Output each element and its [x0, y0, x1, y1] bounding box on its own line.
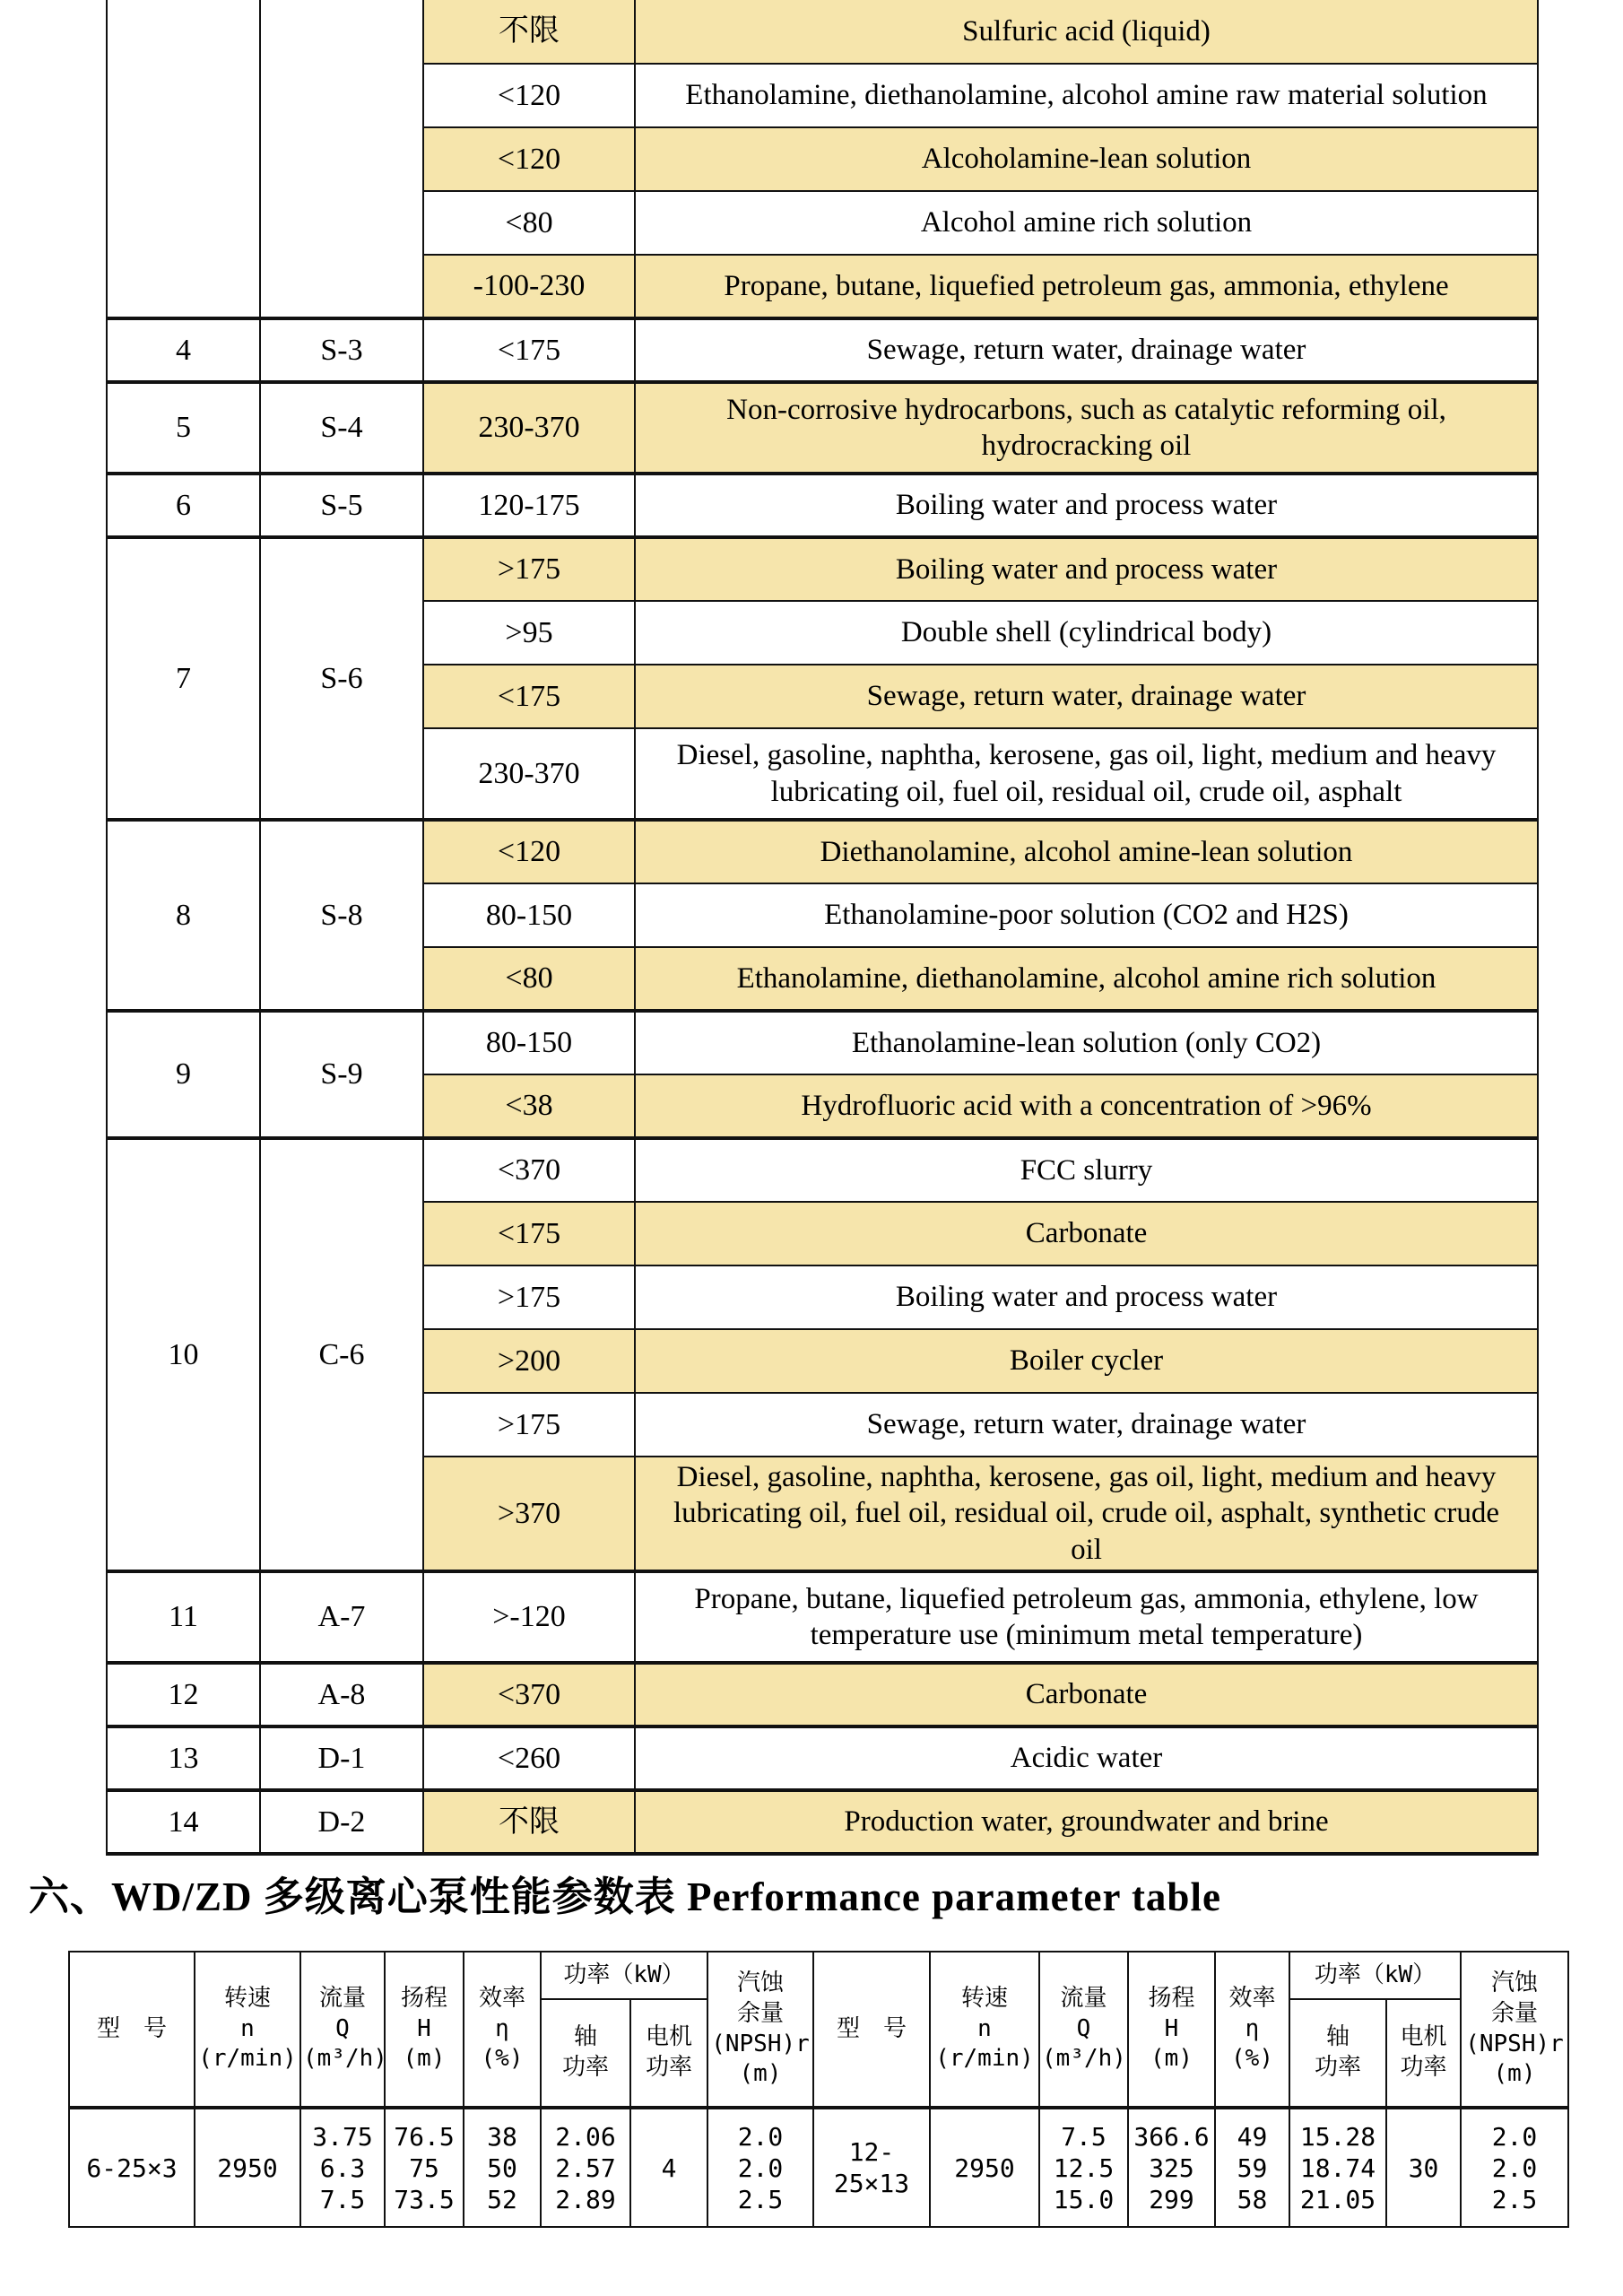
temperature-cell: <80: [423, 947, 635, 1011]
performance-table-header: [69, 1952, 1568, 2108]
temperature-cell: -100-230: [423, 255, 635, 318]
shaft-value-cell: 2.06 2.57 2.89: [541, 2108, 630, 2227]
medium-description-cell: Boiling water and process water: [635, 474, 1538, 537]
medium-description-cell: Sulfuric acid (liquid): [635, 0, 1538, 64]
temperature-cell: <370: [423, 1138, 635, 1202]
medium-description-cell: Boiling water and process water: [635, 1265, 1538, 1329]
temperature-cell: <80: [423, 191, 635, 255]
header-npsh-cell: 汽蚀 余量 (NPSH)r (m): [1461, 1952, 1568, 2108]
medium-description-cell: Propane, butane, liquefied petroleum gas, ammonia, ethylene: [635, 255, 1538, 318]
temperature-cell: >95: [423, 601, 635, 665]
material-row: [107, 382, 1538, 474]
material-row: [107, 1663, 1538, 1726]
temperature-cell: >175: [423, 1393, 635, 1457]
temperature-cell: <175: [423, 665, 635, 728]
npsh-value-cell: 2.0 2.0 2.5: [707, 2108, 813, 2227]
medium-description-cell: Ethanolamine-lean solution (only CO2): [635, 1011, 1538, 1074]
material-row: [107, 1726, 1538, 1790]
temperature-cell: <38: [423, 1074, 635, 1138]
flow-value-cell: 7.5 12.5 15.0: [1039, 2108, 1128, 2227]
temperature-cell: <175: [423, 1202, 635, 1265]
temperature-cell: >175: [423, 537, 635, 601]
row-number-cell: 13: [107, 1726, 260, 1790]
header-npsh-cell: 汽蚀 余量 (NPSH)r (m): [707, 1952, 813, 2108]
medium-description-cell: Production water, groundwater and brine: [635, 1790, 1538, 1854]
shaft-value-cell: 15.28 18.74 21.05: [1289, 2108, 1386, 2227]
row-number-cell: 7: [107, 537, 260, 820]
head-value-cell: 366.6 325 299: [1128, 2108, 1215, 2227]
head-value-cell: 76.5 75 73.5: [385, 2108, 464, 2227]
medium-description-cell: Ethanolamine, diethanolamine, alcohol amine rich solution: [635, 947, 1538, 1011]
header-flow-cell: 流量 Q (m³/h): [1039, 1952, 1128, 2108]
material-code-cell: D-1: [260, 1726, 423, 1790]
medium-description-cell: Sewage, return water, drainage water: [635, 318, 1538, 382]
material-code-cell: A-8: [260, 1663, 423, 1726]
flow-value-cell: 3.75 6.3 7.5: [300, 2108, 385, 2227]
medium-description-cell: Ethanolamine, diethanolamine, alcohol amine raw material solution: [635, 64, 1538, 127]
header-speed-cell: 转速 n (r/min): [195, 1952, 300, 2108]
temperature-cell: >-120: [423, 1571, 635, 1663]
row-number-cell: 6: [107, 474, 260, 537]
material-row: [107, 1138, 1538, 1202]
material-row: [107, 0, 1538, 64]
temperature-cell: >175: [423, 1265, 635, 1329]
performance-table-body: [69, 2108, 1568, 2227]
material-row: [107, 537, 1538, 601]
temperature-cell: 80-150: [423, 883, 635, 947]
performance-parameter-table: [68, 1951, 1569, 2228]
medium-description-cell: Acidic water: [635, 1726, 1538, 1790]
medium-description-cell: Diesel, gasoline, naphtha, kerosene, gas oil, light, medium and heavy lubricating oil, fuel oil, residual oil, crude oil, asphalt, synthetic crude oil: [635, 1457, 1538, 1571]
material-code-cell: D-2: [260, 1790, 423, 1854]
header-model-cell: 型 号: [813, 1952, 930, 2108]
header-head-cell: 扬程 H (m): [385, 1952, 464, 2108]
model-value-cell: 12-25×13: [813, 2108, 930, 2227]
material-temperature-table: [106, 0, 1539, 1856]
row-number-cell: 5: [107, 382, 260, 474]
temperature-cell: 230-370: [423, 728, 635, 820]
eff-value-cell: 49 59 58: [1215, 2108, 1289, 2227]
material-code-cell: S-8: [260, 820, 423, 1011]
temperature-cell: 不限: [423, 1790, 635, 1854]
medium-description-cell: Diesel, gasoline, naphtha, kerosene, gas oil, light, medium and heavy lubricating oil, fuel oil, residual oil, crude oil, asphalt: [635, 728, 1538, 820]
header-eff-cell: 效率 η (%): [464, 1952, 541, 2108]
material-row: [107, 474, 1538, 537]
medium-description-cell: Alcoholamine-lean solution: [635, 127, 1538, 191]
medium-description-cell: Hydrofluoric acid with a concentration of >96%: [635, 1074, 1538, 1138]
header-motor-cell: 电机 功率: [630, 1999, 707, 2108]
temperature-cell: >200: [423, 1329, 635, 1393]
medium-description-cell: Carbonate: [635, 1202, 1538, 1265]
medium-description-cell: Carbonate: [635, 1663, 1538, 1726]
header-shaft-cell: 轴 功率: [541, 1999, 630, 2108]
temperature-cell: <370: [423, 1663, 635, 1726]
material-code-cell: S-6: [260, 537, 423, 820]
material-row: [107, 1571, 1538, 1663]
motor-value-cell: 30: [1386, 2108, 1461, 2227]
material-code-cell: S-3: [260, 318, 423, 382]
temperature-cell: 80-150: [423, 1011, 635, 1074]
motor-value-cell: 4: [630, 2108, 707, 2227]
eff-value-cell: 38 50 52: [464, 2108, 541, 2227]
medium-description-cell: Boiling water and process water: [635, 537, 1538, 601]
material-code-cell: S-5: [260, 474, 423, 537]
temperature-cell: <120: [423, 64, 635, 127]
row-number-cell: [107, 0, 260, 318]
header-eff-cell: 效率 η (%): [1215, 1952, 1289, 2108]
material-code-cell: A-7: [260, 1571, 423, 1663]
header-power-cell: 功率（kW）: [1289, 1952, 1461, 1999]
header-speed-cell: 转速 n (r/min): [930, 1952, 1039, 2108]
speed-value-cell: 2950: [195, 2108, 300, 2227]
material-row: [107, 1011, 1538, 1074]
temperature-cell: 不限: [423, 0, 635, 64]
material-temperature-table-body: [107, 0, 1538, 1854]
material-code-cell: S-4: [260, 382, 423, 474]
temperature-cell: 230-370: [423, 382, 635, 474]
row-number-cell: 12: [107, 1663, 260, 1726]
header-motor-cell: 电机 功率: [1386, 1999, 1461, 2108]
medium-description-cell: Sewage, return water, drainage water: [635, 665, 1538, 728]
temperature-cell: 120-175: [423, 474, 635, 537]
material-row: [107, 820, 1538, 883]
header-head-cell: 扬程 H (m): [1128, 1952, 1215, 2108]
medium-description-cell: Propane, butane, liquefied petroleum gas, ammonia, ethylene, low temperature use (minimum metal temperature): [635, 1571, 1538, 1663]
npsh-value-cell: 2.0 2.0 2.5: [1461, 2108, 1568, 2227]
material-row: [107, 318, 1538, 382]
speed-value-cell: 2950: [930, 2108, 1039, 2227]
material-row: [107, 1790, 1538, 1854]
medium-description-cell: Sewage, return water, drainage water: [635, 1393, 1538, 1457]
medium-description-cell: Alcohol amine rich solution: [635, 191, 1538, 255]
material-code-cell: C-6: [260, 1138, 423, 1571]
row-number-cell: 10: [107, 1138, 260, 1571]
row-number-cell: 4: [107, 318, 260, 382]
temperature-cell: <120: [423, 127, 635, 191]
header-power-cell: 功率（kW）: [541, 1952, 707, 1999]
medium-description-cell: Boiler cycler: [635, 1329, 1538, 1393]
row-number-cell: 8: [107, 820, 260, 1011]
material-code-cell: S-9: [260, 1011, 423, 1138]
row-number-cell: 11: [107, 1571, 260, 1663]
temperature-cell: <260: [423, 1726, 635, 1790]
temperature-cell: <175: [423, 318, 635, 382]
medium-description-cell: FCC slurry: [635, 1138, 1538, 1202]
temperature-cell: >370: [423, 1457, 635, 1571]
performance-data-row: [69, 2108, 1568, 2227]
header-flow-cell: 流量 Q (m³/h): [300, 1952, 385, 2108]
material-code-cell: [260, 0, 423, 318]
medium-description-cell: Ethanolamine-poor solution (CO2 and H2S): [635, 883, 1538, 947]
row-number-cell: 14: [107, 1790, 260, 1854]
performance-header-row-1: [69, 1952, 1568, 1999]
temperature-cell: <120: [423, 820, 635, 883]
header-model-cell: 型 号: [69, 1952, 195, 2108]
medium-description-cell: Diethanolamine, alcohol amine-lean solution: [635, 820, 1538, 883]
header-shaft-cell: 轴 功率: [1289, 1999, 1386, 2108]
model-value-cell: 6-25×3: [69, 2108, 195, 2227]
medium-description-cell: Non-corrosive hydrocarbons, such as catalytic reforming oil, hydrocracking oil: [635, 382, 1538, 474]
section-title: 六、WD/ZD 多级离心泵性能参数表 Performance parameter table: [29, 1874, 1221, 1919]
medium-description-cell: Double shell (cylindrical body): [635, 601, 1538, 665]
row-number-cell: 9: [107, 1011, 260, 1138]
